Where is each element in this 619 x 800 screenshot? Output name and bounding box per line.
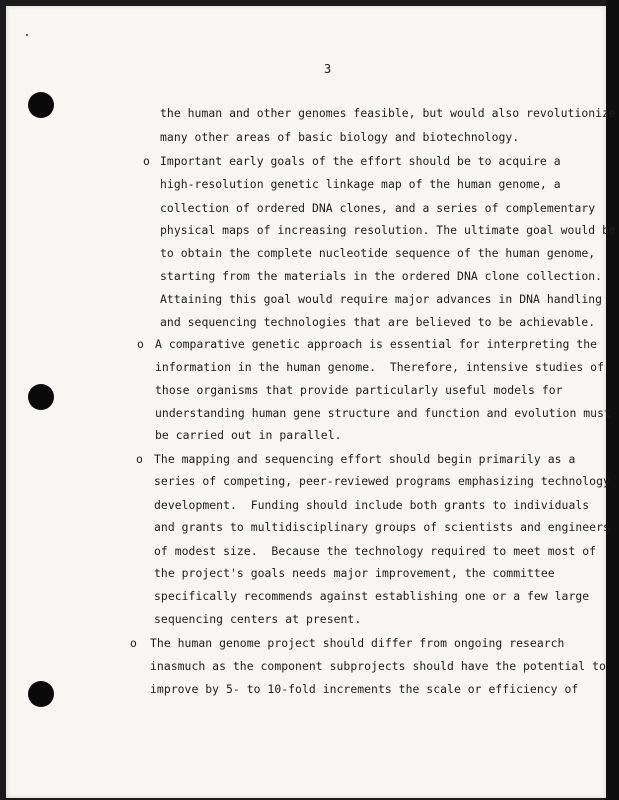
bullet-text-line: inasmuch as the component subprojects should have the potential to (150, 659, 606, 673)
bullet-text-line: those organisms that provide particularly useful models for (155, 383, 563, 397)
scan-speck (26, 34, 28, 36)
document-page (6, 6, 616, 798)
bullet-text-line: Important early goals of the effort should be to acquire a (160, 154, 561, 168)
bullet-marker: o (137, 337, 144, 351)
bullet-text-line: physical maps of increasing resolution. The ultimate goal would be (160, 223, 616, 237)
bullet-marker: o (130, 636, 137, 650)
bullet-text-line: The human genome project should differ from ongoing research (150, 636, 565, 650)
bullet-text-line: A comparative genetic approach is essential for interpreting the (155, 337, 598, 351)
bullet-text-line: The mapping and sequencing effort should begin primarily as a (154, 452, 576, 466)
punch-hole (28, 384, 54, 410)
bullet-text-line: to obtain the complete nucleotide sequence of the human genome, (160, 246, 596, 260)
bullet-text-line: specifically recommends against establishing one or a few large (154, 589, 590, 603)
punch-hole (28, 92, 54, 118)
page-number: 3 (324, 62, 332, 76)
bullet-text-line: and sequencing technologies that are believed to be achievable. (160, 315, 596, 329)
bullet-text-line: collection of ordered DNA clones, and a series of complementary (160, 201, 596, 215)
bullet-text-line: understanding human gene structure and function and evolution must (155, 406, 611, 420)
bullet-text-line: the project's goals needs major improvement, the committee (154, 566, 555, 580)
bullet-text-line: sequencing centers at present. (154, 612, 362, 626)
punch-hole (28, 681, 54, 707)
bullet-text-line: of modest size. Because the technology required to meet most of (154, 544, 597, 558)
bullet-marker: o (136, 452, 143, 466)
bullet-text-line: starting from the materials in the ordered DNA clone collection. (160, 269, 603, 283)
bullet-marker: o (143, 154, 150, 168)
bullet-text-line: series of competing, peer-reviewed programs emphasizing technology (154, 474, 610, 488)
bullet-text-line: be carried out in parallel. (155, 428, 342, 442)
continuation-line: many other areas of basic biology and biotechnology. (160, 130, 520, 144)
bullet-text-line: and grants to multidisciplinary groups of scientists and engineers (154, 520, 610, 534)
bullet-text-line: information in the human genome. Therefore, intensive studies of (155, 360, 605, 374)
scan-edge (606, 0, 619, 800)
bullet-text-line: improve by 5- to 10-fold increments the scale or efficiency of (150, 682, 579, 696)
bullet-text-line: Attaining this goal would require major advances in DNA handling (160, 292, 603, 306)
continuation-line: the human and other genomes feasible, but would also revolutionize (160, 106, 616, 120)
bullet-text-line: high-resolution genetic linkage map of the human genome, a (160, 177, 561, 191)
bullet-text-line: development. Funding should include both grants to individuals (154, 498, 590, 512)
